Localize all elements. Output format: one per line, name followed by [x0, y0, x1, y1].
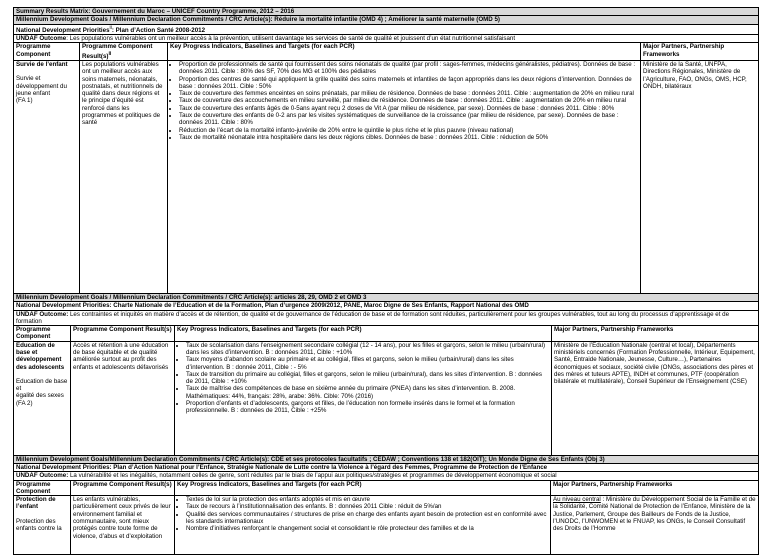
indicator-item: • Taux de couverture des enfants de 0-2 ans par les visites systématiques de surveillance de la croissance (par milieu de résidence, par sexe). Données de base : données 2011. Cible : 80% — [179, 112, 638, 127]
indicator-item: • Proportion de professionnels de santé qui fournissent des soins néonatals de qualité (par profil : sages-femmes, médecins généralistes, pédiatres). Données de base : données 2011. Cible : 80% des SF, 70% des MG et 100% des pédiatres — [179, 61, 638, 76]
s3-mdg-row: Millennium Development Goals/Millennium Declaration Commitments / CRC Article(s): CDE et ses protocoles facultatifs ; CEDAW ; Conventions 138 et 182(OIT); Un Monde Digne de Ses Enfants (Obj 3) — [14, 456, 758, 464]
indicator-item: • Taux de couverture des accouchements en milieu surveillé, par milieu de résidence. Données de base : données 2011. Cible : augmentation de 20% en milieu rural — [179, 97, 638, 104]
s2-programme-sub-0: Education de base et — [16, 377, 68, 393]
indicator-item: • Taux de couverture des femmes enceintes en soins prénatals, par milieu de résidence. Données de base : données 2011. Cible : augmentation de 20% en milieu rural — [179, 90, 638, 97]
s2-body-row — [14, 342, 758, 456]
s1-indicator-list — [170, 61, 638, 141]
s1-header-row — [14, 43, 758, 61]
s3-hdr-programme: Programme Component — [14, 481, 71, 496]
s2-hdr-component: Programme Component Result(s) — [71, 326, 175, 341]
s1-ndp-row — [14, 25, 758, 35]
s3-hdr-kpi: Key Progress Indicators, Baselines and Targets (for each PCR) — [175, 481, 551, 496]
s3-programme-sub-0: Protection des — [16, 517, 56, 525]
s1-ndp-sup: ii — [109, 24, 112, 31]
s3-hdr-partners: Major Partners, Partnership Frameworks — [553, 480, 673, 488]
indicator-item: • Proportion des centres de santé qui appliquent la grille qualité des soins maternels et infantiles de façon appropriés dans les deux régions d’intervention. Données de base : données 2011. Cible : 50% — [179, 76, 638, 91]
s3-ndp-row: National Development Priorities: Plan d’Action National pour l’Enfance, Stratégie Nationale de Lutte contre la Violence à l’égard des Femmes, Programme de Protection de l’Enfance — [14, 464, 758, 472]
s1-hdr-sup: ii — [108, 50, 112, 57]
s3-programme-gap — [16, 511, 68, 518]
indicator-item: • Proportion d’enfants et d’adolescents, garçons et filles, de l’éducation non formelle insérés dans le formel et la formation professionnelle. B : données de 2011, Cible : +25% — [186, 400, 549, 415]
s1-programme-sub-0: Survie et — [16, 75, 41, 83]
s2-programme-cell — [14, 342, 71, 455]
s3-header-row — [14, 481, 758, 497]
s1-hdr-component — [80, 43, 168, 60]
indicator-item: • Nombre d’initiatives renforçant le changement social et consolidant le rôle protecteur des familles et de la — [186, 525, 548, 532]
s2-hdr-kpi: Key Progress Indicators, Baselines and Targets (for each PCR) — [175, 326, 552, 341]
s3-indicator-list — [177, 496, 548, 532]
s2-undaf-value: Les contraintes et iniquités en matière d’accès et de rétention, de qualité et de gouvernance de l’éducation de base et de formation sont réduites, particulièrement pour les groupes vulnérables, tout au long du processus d’apprentissage et de formation — [16, 310, 730, 325]
s1-hdr-kpi: Key Progress Indicators, Baselines and Targets (for each PCR) — [168, 43, 641, 60]
s3-undaf-row — [14, 472, 758, 480]
s2-indicator-list — [177, 342, 549, 415]
s1-undaf-row — [14, 35, 758, 43]
s3-undaf-value: La vulnérabilité et les inégalités, notamment celles de genre, sont réduites par le biais de l’appui aux politiques/stratégies et programmes de développement économique et social — [68, 472, 557, 480]
s1-hdr-programme: Programme Component — [14, 43, 80, 60]
indicator-item: • Textes de loi sur la protection des enfants adoptés et mis en œuvre — [186, 496, 548, 503]
s2-indicators-cell — [175, 342, 552, 455]
s3-body-row — [14, 496, 758, 554]
indicator-item: • Taux de transition du primaire au collégial, filles et garçons, selon le milieu (urbain/rural), dans les sites d’intervention. B : données de 2011, Cible : +10% — [186, 371, 549, 386]
s3-partners-cell — [551, 496, 758, 554]
s1-programme-sub-2: jeune enfant — [16, 89, 51, 97]
s1-mdg-row: Millennium Development Goals / Millennium Declaration Commitments / CRC Article(s): Réduire la mortalité infantile (OMD 4) ; Améliorer la santé maternelle (OMD 5) — [14, 16, 758, 24]
s2-header-row — [14, 326, 758, 342]
s1-indicators-cell — [168, 61, 641, 293]
s3-programme-sub-1: enfants contre la — [16, 525, 62, 533]
s1-ndp-value: : Plan d’Action Santé 2008-2012 — [111, 26, 206, 34]
indicator-item: • Taux de couverture des enfants âgés de 0-5ans ayant reçu 2 doses de Vit A (par milieu de résidence, par sexe). Données de base : données 2011. Cible : 80% — [179, 105, 638, 112]
s3-partners-text: : Ministère du Développement Social de la Famille et de la Solidarité, Comité National de Protection de l’Enfance, Ministère de la Justice, Parlement, Groupe des Bailleurs de Fonds de la Justice, l’UNODC, l’UNWOMEN et le FNUAP, les ONGs, le Conseil Consultatif des Droits de l’Homme — [553, 496, 756, 533]
s1-programme-cell — [14, 61, 80, 293]
s1-undaf-value: : Les populations vulnérables ont un meilleur accès à la prévention, utilisent davantage les services de santé de qualité et jouissent d’un état nutritionnel satisfaisant — [66, 34, 516, 42]
s1-ndp-label: National Development Priorities — [16, 26, 110, 34]
indicator-item: • Qualité des services communautaires / structures de prise en charge des enfants ayant besoin de protection est en conformité avec les standards internationaux — [186, 511, 548, 526]
indicator-item: • Taux de mortalité néonatale intra hospitalière dans les deux régions cibles. Données de base : données 2011. Cible : réduction de 50% — [179, 134, 638, 141]
indicator-item: • Taux de maîtrise des compétences de base en sixième année du primaire (PNEA) dans les sites d’intervention. B. 2008. Mathématiques: 44%, français: 28%, arabe: 36%. Cible: 70% (2016) — [186, 385, 549, 400]
s2-undaf-label: UNDAF Outcome: — [16, 310, 69, 318]
s3-result-cell: Les enfants vulnérables, particulièrement ceux privés de leur environnement familial et communautaire, sont mieux protégés contre toute forme de violence, d’abus et d’exploitation — [71, 496, 175, 554]
s1-programme-sub-1: développement du — [16, 82, 67, 90]
indicator-item: • Réduction de l’écart de la mortalité infanto-juvénile de 20% entre le quintile le plus riche et le plus pauvre (niveau national) — [179, 127, 638, 134]
s3-undaf-label: UNDAF Outcome: — [16, 472, 69, 480]
s2-programme-title: Education de base et développement des adolescents — [16, 341, 65, 371]
s2-mdg-row: Millennium Development Goals / Millennium Declaration Commitments / CRC Article(s): articles 28, 29, OMD 2 et OMD 3 — [14, 294, 758, 302]
s3-hdr-component: Programme Component Result(s) — [71, 481, 175, 496]
s2-undaf-row — [14, 311, 758, 327]
s2-hdr-partners: Major Partners, Partnership Frameworks — [554, 326, 674, 334]
s3-programme-title: Protection de l’enfant — [16, 496, 56, 511]
s1-programme-sub-3: (FA 1) — [16, 97, 33, 105]
s1-programme-gap — [16, 68, 77, 75]
s1-partners-cell: Ministère de la Santé, UNFPA, Directions Régionales, Ministère de l’Agriculture, FAO, ONGs, OMS, HCP, ONDH, bilatéraux — [643, 60, 747, 90]
indicator-item: • Taux moyens d’abandon scolaire au primaire et au collégial, filles et garçons, selon le milieu (urbain/rural) dans les sites d’intervention. B : donnée 2011, Cible : - 5% — [186, 356, 549, 371]
s2-partners-cell: Ministère de l’Education Nationale (central et local), Départements ministériels concernés (Formation Professionnelle, Intérieur, Equipement, Santé, Entraide Nationale, Jeunesse, Culture…), Partenaires économiques et sociaux, société civile (ONGs, associations des pères et des mères et tuteurs APTE), INDH et communes, PTF (coopération bilatérale et multilatérale), Conseil Supérieur de l’Enseignement (CSE) — [554, 341, 755, 386]
indicator-item: • Taux de scolarisation dans l’enseignement secondaire collégial (12 - 14 ans), pour les filles et garçons, selon le milieu (urbain/rural) dans les sites d’intervention. B : données 2011, Cible : +10% — [186, 342, 549, 357]
s3-partners-label: Au niveau central — [553, 496, 601, 504]
results-matrix-table — [13, 7, 759, 555]
s3-indicators-cell — [175, 496, 551, 554]
s2-hdr-programme: Programme Component — [14, 326, 71, 341]
s2-programme-sub-2: (FA 2) — [16, 399, 33, 407]
s1-body-row — [14, 61, 758, 294]
s1-hdr-component-text: Programme Component Result(s) — [82, 43, 153, 60]
s2-result-cell: Accès et rétention à une éducation de base équitable et de qualité améliorée surtout au profit des enfants et adolescents défavorisés — [71, 342, 175, 455]
s1-undaf-label: UNDAF Outcome — [16, 34, 67, 42]
s2-programme-gap — [16, 371, 68, 378]
s2-programme-sub-1: égalité des sexes — [16, 392, 64, 400]
s1-programme-title: Survie de l’enfant — [16, 60, 68, 68]
s1-result-cell: Les populations vulnérables ont un meilleur accès aux soins maternels, néonatals, postnatals, et nutritionnels de qualité dans deux régions et le principe d’équité est renforcé dans les programmes et politiques de santé — [80, 61, 168, 293]
indicator-item: • Taux de recours à l’institutionnalisation des enfants. B : données 2011 Cible : réduit de 5%/an — [186, 503, 548, 510]
matrix-title: Summary Results Matrix: Gouvernement du Maroc – UNICEF Country Programme, 2012 – 2016 — [14, 8, 758, 16]
s3-programme-cell — [14, 496, 71, 554]
s1-hdr-partners: Major Partners, Partnership Frameworks — [643, 43, 725, 58]
s2-ndp-row: National Development Priorities: Charte Nationale de l’Education et de la Formation, Plan d’urgence 2009/2012, PANE, Maroc Digne de Ses Enfants, Rapport National des OMD — [14, 302, 758, 310]
